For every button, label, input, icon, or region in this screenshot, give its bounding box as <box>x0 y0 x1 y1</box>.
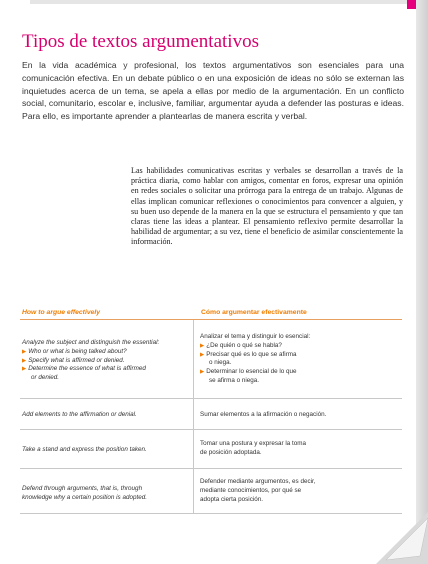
page-curl-icon[interactable] <box>376 512 428 564</box>
bullet-icon: ▶ <box>22 366 27 373</box>
table-row <box>20 399 402 430</box>
header-english: How to argue effectively <box>22 309 101 316</box>
cell-spanish: Defender mediante argumentos, es decir, mediante conocimientos, por qué se adopta cierta posición. <box>200 478 316 503</box>
comparison-table <box>20 307 402 514</box>
bullet-icon: ▶ <box>200 351 205 358</box>
table-row <box>20 320 402 399</box>
table-row <box>20 469 402 514</box>
top-bar <box>30 0 418 4</box>
cell-english: Take a stand and express the position taken. <box>20 430 194 468</box>
cell-spanish: Sumar elementos a la afirmación o negación. <box>200 411 327 418</box>
cell-english: Defend through arguments, that is, through knowledge why a certain position is adopted. <box>20 469 194 513</box>
intro-paragraph: En la vida académica y profesional, los textos argumentativos son esenciales para una comunicación efectiva. En un debate público o en una exposición de ideas no sólo se externan las inquietudes acerca de un tema, se apela a ellas por medio de la argumentación. En un conflicto social, comunitario, escolar e, inclusive, familiar, argumentar ayuda a defender las posturas e ideas. Para ello, es importante aprender a plantearlas de manera escrita y verbal. <box>22 60 404 122</box>
cell-english: Add elements to the affirmation or denial. <box>20 399 194 429</box>
pink-corner-mark <box>407 0 416 9</box>
bullet-icon: ▶ <box>200 342 205 349</box>
table-header <box>20 307 402 320</box>
cell-spanish: Analizar el tema y distinguir lo esencial: ▶ ¿De quién o qué se habla? ▶ Precisar qué es lo que se afirma o niega. ▶ Determinar lo esencial de lo que se afirma o niega. <box>200 333 311 384</box>
table-row <box>20 430 402 469</box>
bullet-icon: ▶ <box>22 357 27 364</box>
bullet-icon: ▶ <box>22 348 27 355</box>
cell-spanish: Tomar una postura y expresar la toma de posición adoptada. <box>200 440 307 456</box>
section-title: Tipos de textos argumentativos <box>22 31 259 52</box>
quote-paragraph: Las habilidades comunicativas escritas y verbales se desarrollan a través de la práctica diaria, como hablar con amigos, comentar en foros, expresar una opinión en redes sociales o solicitar una prórroga para la entrega de un trabajo. Algunas de ellas implican comunicar reflexiones o conocimientos para convencer a alguien, y su buen uso depende de la manera en la que se estructura el pensamiento y que tan claras tiene las ideas a plantear. El pensamiento reflexivo permite desarrollar la habilidad de argumentar; a su vez, tiene el beneficio de asimilar conscientemente la información. <box>131 166 403 247</box>
page-edge <box>416 0 428 564</box>
bullet-icon: ▶ <box>200 369 205 376</box>
header-spanish: Cómo argumentar efectivamente <box>201 309 307 316</box>
cell-english: Analyze the subject and distinguish the essential: ▶ Who or what is being talked about? ▶ Specify what is affirmed or denied. ▶ Determine the essence of what is affirmed or denied. <box>20 320 194 398</box>
